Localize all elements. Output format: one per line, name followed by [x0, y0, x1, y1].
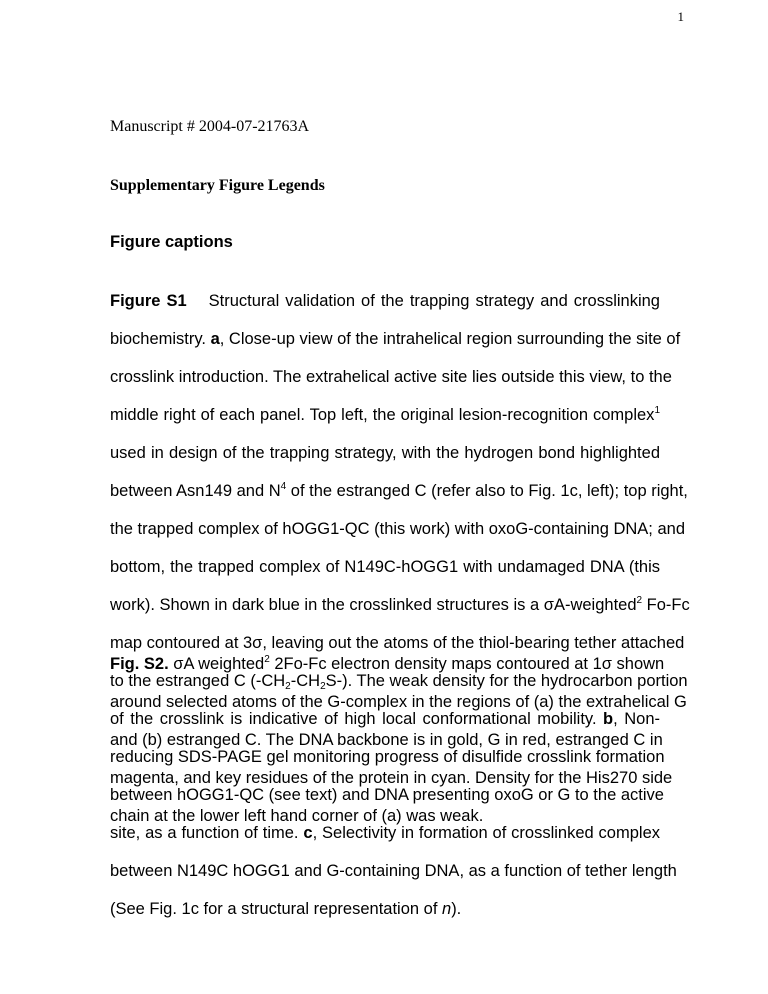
caption-line: between hOGG1-QC (see text) and DNA presenting oxoG or G to the active — [110, 786, 664, 804]
caption-line — [110, 645, 665, 683]
caption-text: to the estranged C (-CH — [110, 672, 286, 690]
panel-label-c: c — [303, 824, 313, 842]
caption-line — [110, 396, 660, 434]
subsection-title: Figure captions — [110, 233, 233, 251]
caption-line: and (b) estranged C. The DNA backbone is in gold, G in red, estranged C in — [110, 731, 663, 749]
caption-text: , Non- — [613, 710, 660, 728]
caption-text: -CH — [290, 672, 321, 690]
caption-text: work). Shown in dark blue in the crosslinked structures is a σA-weighted — [110, 596, 637, 614]
caption-line: used in design of the trapping strategy, with the hydrogen bond highlighted — [110, 444, 660, 462]
caption-line: bottom, the trapped complex of N149C-hOGG1 with undamaged DNA (this — [110, 558, 660, 576]
caption-text: , Close-up view of the intrahelical region surrounding the site of — [219, 330, 681, 348]
page-number: 1 — [677, 9, 684, 24]
manuscript-number: Manuscript # 2004-07-21763A — [110, 118, 310, 135]
section-title: Supplementary Figure Legends — [110, 177, 325, 194]
subscript: 2 — [285, 681, 291, 692]
caption-line: map contoured at 3σ, leaving out the atoms of the thiol-bearing tether attached — [110, 634, 685, 652]
caption-text: Structural validation of the trapping strategy and crosslinking — [208, 292, 660, 310]
caption-text: ). — [451, 900, 462, 918]
caption-text: of the crosslink is indicative of high local conformational mobility. — [110, 710, 604, 728]
caption-text: (See Fig. 1c for a structural representation of — [110, 900, 442, 918]
caption-line — [110, 472, 688, 510]
caption-text: middle right of each panel. Top left, the original lesion-recognition complex — [110, 406, 655, 424]
caption-line: reducing SDS-PAGE gel monitoring progress of disulfide crosslink formation — [110, 748, 665, 766]
caption-text: site, as a function of time. — [110, 824, 304, 842]
caption-line: crosslink introduction. The extrahelical active site lies outside this view, to the — [110, 368, 672, 386]
superscript: 4 — [280, 481, 287, 492]
reference-marker: 2 — [636, 595, 643, 606]
caption-text: between Asn149 and N — [110, 482, 281, 500]
caption-text: of the estranged C (refer also to Fig. 1c, left); top right, — [286, 482, 688, 500]
caption-line: between N149C hOGG1 and G-containing DNA, as a function of tether length — [110, 862, 677, 880]
caption-line — [110, 890, 660, 928]
subscript: 2 — [320, 681, 326, 692]
caption-text: σA weighted — [168, 655, 265, 673]
reference-marker: 2 — [264, 654, 270, 665]
caption-line: chain at the lower left hand corner of (a) was weak. — [110, 807, 484, 825]
figure-label: Fig. S2. — [110, 655, 169, 673]
caption-line — [110, 320, 681, 358]
caption-line: magenta, and key residues of the protein in cyan. Density for the His270 side — [110, 769, 673, 787]
caption-text: 2Fo-Fc electron density maps contoured at 1σ shown — [269, 655, 665, 673]
figure-label: Figure S1 — [110, 292, 187, 310]
variable-n: n — [442, 900, 452, 918]
caption-text: biochemistry. — [110, 330, 211, 348]
caption-text: S-). The weak density for the hydrocarbon portion — [325, 672, 688, 690]
caption-text: Fo-Fc — [642, 596, 690, 614]
figure-s2-caption — [110, 645, 687, 835]
reference-marker: 1 — [654, 405, 660, 416]
panel-label-b: b — [603, 710, 614, 728]
panel-label-a: a — [210, 330, 220, 348]
caption-line: around selected atoms of the G-complex in the regions of (a) the extrahelical G — [110, 693, 687, 711]
caption-line: the trapped complex of hOGG1-QC (this work) with oxoG-containing DNA; and — [110, 520, 685, 538]
caption-text: , Selectivity in formation of crosslinked complex — [312, 824, 660, 842]
caption-line — [110, 586, 690, 624]
caption-line — [110, 282, 660, 320]
